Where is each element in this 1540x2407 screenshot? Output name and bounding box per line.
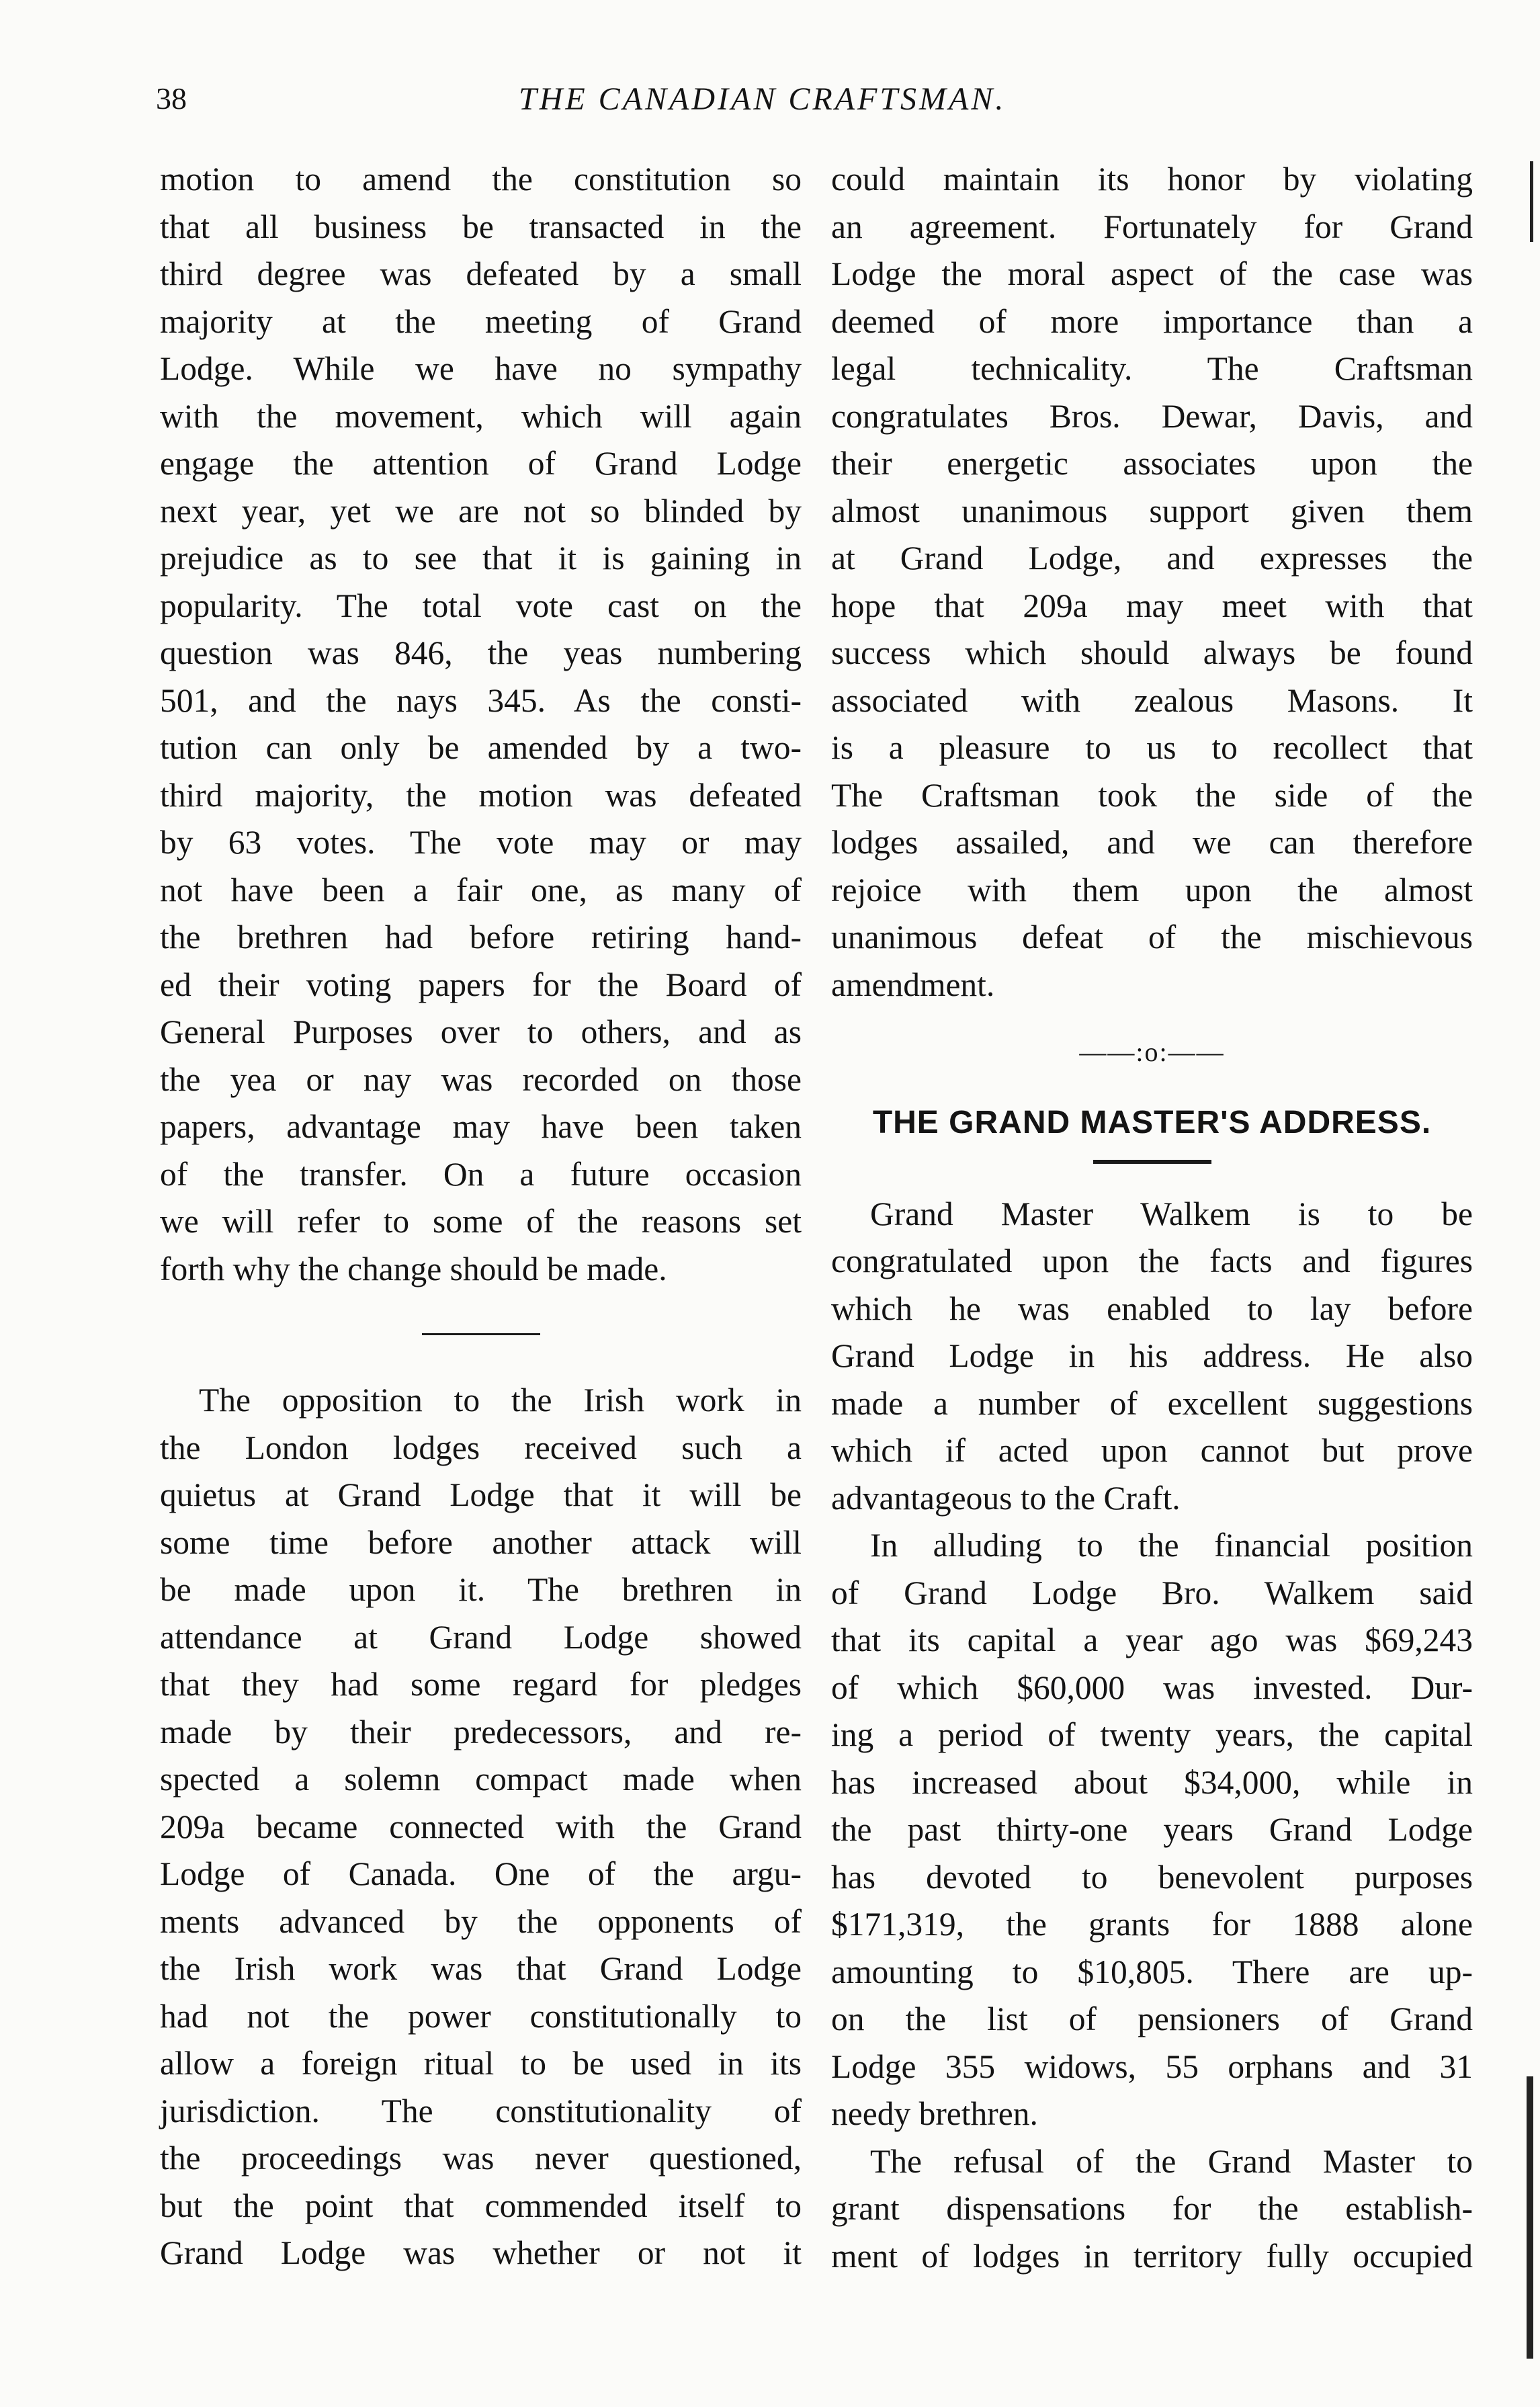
text-line: amendment. <box>831 966 995 1003</box>
text-line: spected a solemn compact made when <box>160 1761 802 1798</box>
text-line: the Irish work was that Grand Lodge <box>160 1950 802 1987</box>
text-line: we will refer to some of the reasons set <box>160 1203 802 1240</box>
running-head <box>156 81 1473 134</box>
text-line: third majority, the motion was defeated <box>160 776 802 814</box>
text-line: be made upon it. The brethren in <box>160 1571 802 1608</box>
text-line: 501, and the nays 345. As the consti- <box>160 681 802 719</box>
text-line: lodges assailed, and we can therefore <box>831 824 1473 861</box>
text-line: tution can only be amended by a two- <box>160 729 802 766</box>
text-line: legal technicality. The Craftsman <box>831 350 1473 387</box>
text-line: that its capital a year ago was $69,243 <box>831 1621 1473 1658</box>
text-line: not have been a fair one, as many of <box>160 871 802 909</box>
text-line: next year, yet we are not so blinded by <box>160 492 802 530</box>
left-paragraph-2 <box>160 1377 802 2277</box>
text-line: $171,319, the grants for 1888 alone <box>831 1906 1473 1943</box>
page-number: 38 <box>156 81 187 116</box>
text-line: had not the power constitutionally to <box>160 1997 802 2035</box>
text-line: hope that 209a may meet with that <box>831 587 1473 624</box>
text-line: the London lodges received such a <box>160 1429 802 1466</box>
text-line: the proceedings was never questioned, <box>160 2140 802 2177</box>
text-line: unanimous defeat of the mischievous <box>831 919 1473 956</box>
text-line: question was 846, the yeas numbering <box>160 634 802 671</box>
text-line: popularity. The total vote cast on the <box>160 587 802 624</box>
text-line: of which $60,000 was invested. Dur- <box>831 1669 1473 1706</box>
right-paragraph-2 <box>831 1191 1473 1523</box>
text-line: at Grand Lodge, and expresses the <box>831 540 1473 577</box>
left-paragraph-1 <box>160 156 802 1293</box>
journal-title: THE CANADIAN CRAFTSMAN. <box>519 81 1007 117</box>
left-column <box>160 156 802 2277</box>
text-line: but the point that commended itself to <box>160 2187 802 2224</box>
text-line: needy brethren. <box>831 2095 1038 2132</box>
text-line: has devoted to benevolent purposes <box>831 1858 1473 1896</box>
text-line: Lodge of Canada. One of the argu- <box>160 1855 802 1892</box>
section-divider <box>422 1333 540 1335</box>
text-line: advantageous to the Craft. <box>831 1479 1181 1517</box>
text-line: the yea or nay was recorded on those <box>160 1060 802 1098</box>
text-line: The Craftsman took the side of the <box>831 776 1473 814</box>
text-line: of Grand Lodge Bro. Walkem said <box>831 1574 1473 1611</box>
text-line: their energetic associates upon the <box>831 445 1473 482</box>
text-line: the past thirty-one years Grand Lodge <box>831 1811 1473 1848</box>
text-line: associated with zealous Masons. It <box>831 681 1473 719</box>
text-line: success which should always be found <box>831 634 1473 671</box>
right-paragraph-1 <box>831 156 1473 1009</box>
text-line: an agreement. Fortunately for Grand <box>831 208 1473 245</box>
text-line: could maintain its honor by violating <box>831 161 1473 198</box>
text-line: majority at the meeting of Grand <box>160 302 802 340</box>
text-line: forth why the change should be made. <box>160 1250 667 1287</box>
text-line: grant dispensations for the establish- <box>831 2190 1473 2227</box>
text-line: papers, advantage may have been taken <box>160 1108 802 1145</box>
text-line: ments advanced by the opponents of <box>160 1902 802 1940</box>
text-line: which he was enabled to lay before <box>831 1290 1473 1327</box>
text-line: General Purposes over to others, and as <box>160 1013 802 1050</box>
text-line: Grand Lodge in his address. He also <box>831 1337 1473 1374</box>
text-line: 209a became connected with the Grand <box>160 1808 802 1845</box>
text-line: Lodge 355 widows, 55 orphans and 31 <box>831 2047 1473 2085</box>
text-line: The opposition to the Irish work in <box>199 1382 802 1419</box>
text-line: engage the attention of Grand Lodge <box>160 445 802 482</box>
text-line: almost unanimous support given them <box>831 492 1473 530</box>
text-line: some time before another attack will <box>160 1523 802 1561</box>
text-line: that they had some regard for pledges <box>160 1666 802 1703</box>
heading-rule <box>1093 1160 1211 1164</box>
text-line: Lodge the moral aspect of the case was <box>831 255 1473 292</box>
section-heading: THE GRAND MASTER'S ADDRESS. <box>872 1104 1432 1140</box>
text-line: attendance at Grand Lodge showed <box>160 1618 802 1656</box>
text-line: The refusal of the Grand Master to <box>870 2142 1473 2180</box>
text-line: motion to amend the constitution so <box>160 161 802 198</box>
text-line: third degree was defeated by a small <box>160 255 802 292</box>
text-line: jurisdiction. The constitutionality of <box>160 2092 802 2129</box>
text-line: the brethren had before retiring hand- <box>160 919 802 956</box>
text-line: with the movement, which will again <box>160 397 802 435</box>
text-line: ing a period of twenty years, the capital <box>831 1716 1473 1753</box>
text-line: has increased about $34,000, while in <box>831 1763 1473 1801</box>
text-line: by 63 votes. The vote may or may <box>160 824 802 861</box>
text-line: amounting to $10,805. There are up- <box>831 1953 1473 1990</box>
text-line: Grand Lodge was whether or not it <box>160 2234 802 2271</box>
text-line: of the transfer. On a future occasion <box>160 1155 802 1193</box>
page-edge-mark <box>1527 2076 1533 2359</box>
text-line: allow a foreign ritual to be used in its <box>160 2045 802 2082</box>
text-line: congratulates Bros. Dewar, Davis, and <box>831 397 1473 435</box>
text-line: ment of lodges in territory fully occupied <box>831 2237 1473 2275</box>
page-edge-mark <box>1530 161 1533 242</box>
text-line: quietus at Grand Lodge that it will be <box>160 1476 802 1513</box>
text-line: ed their voting papers for the Board of <box>160 966 802 1003</box>
text-line: that all business be transacted in the <box>160 208 802 245</box>
text-line: prejudice as to see that it is gaining in <box>160 540 802 577</box>
right-paragraph-4 <box>831 2138 1473 2281</box>
text-line: rejoice with them upon the almost <box>831 871 1473 909</box>
right-paragraph-3 <box>831 1522 1473 2138</box>
text-line: made by their predecessors, and re- <box>160 1713 802 1750</box>
text-line: Lodge. While we have no sympathy <box>160 350 802 387</box>
text-line: deemed of more importance than a <box>831 302 1473 340</box>
right-column <box>831 156 1473 2280</box>
text-line: Grand Master Walkem is to be <box>870 1195 1473 1232</box>
text-line: is a pleasure to us to recollect that <box>831 729 1473 766</box>
text-line: In alluding to the financial position <box>870 1527 1473 1564</box>
text-line: congratulated upon the facts and figures <box>831 1242 1473 1279</box>
text-line: made a number of excellent suggestions <box>831 1384 1473 1422</box>
ornament-divider: ——:o:—— <box>1079 1037 1225 1067</box>
text-line: on the list of pensioners of Grand <box>831 2000 1473 2037</box>
text-line: which if acted upon cannot but prove <box>831 1432 1473 1469</box>
